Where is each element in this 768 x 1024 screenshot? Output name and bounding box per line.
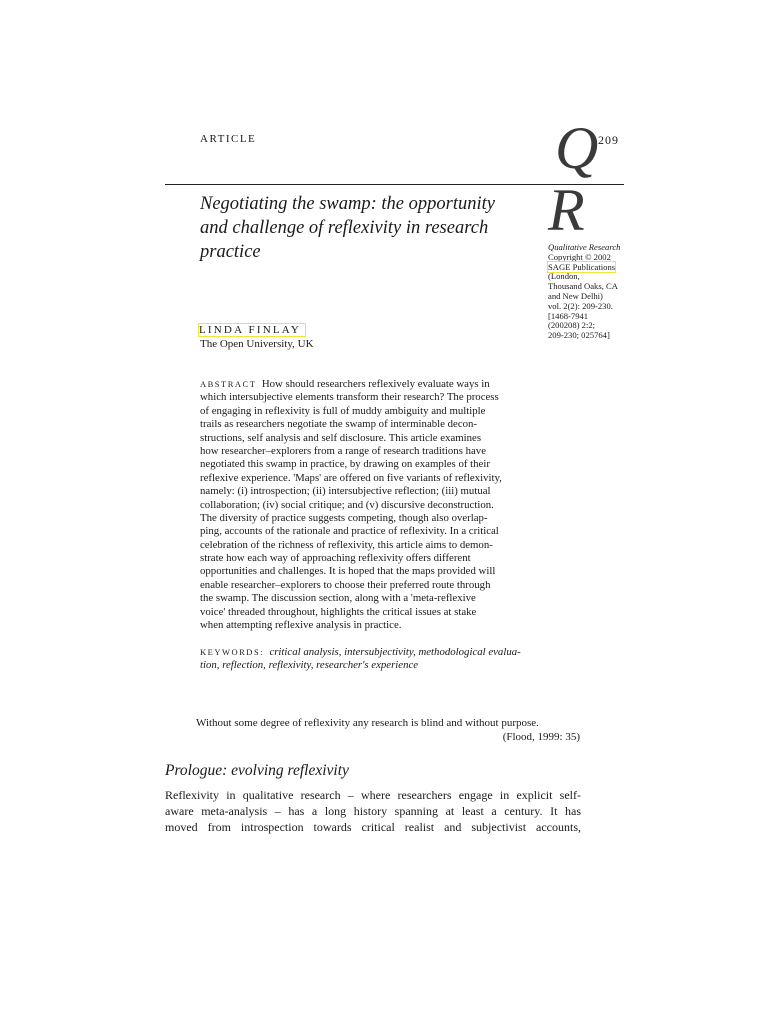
header-rule: [165, 184, 624, 185]
publisher-name: SAGE Publications: [548, 261, 616, 272]
abstract-line: celebration of the richness of reflexivity, this article aims to demon-: [200, 538, 493, 551]
journal-name: Qualitative Research: [548, 242, 621, 252]
abstract-line: trails as researchers negotiate the swamp of interminable decon-: [200, 418, 478, 431]
body-line: Reflexivity in qualitative research – where researchers engage in explicit self-: [165, 788, 581, 802]
pub-detail: vol. 2(2): 209-230.: [548, 300, 613, 311]
journal-logo-r: R: [548, 177, 585, 243]
pub-detail: [1468-7941: [548, 310, 589, 321]
title-line: Negotiating the swamp: the opportunity: [200, 194, 495, 214]
abstract-line: opportunities and challenges. It is hoped that the maps provided will: [200, 565, 496, 578]
abstract-line: ping, accounts of the rationale and practice of reflexivity. In a critical: [200, 525, 499, 538]
abstract-line: strate how each way of approaching reflexivity offers different: [200, 552, 471, 565]
pub-detail: (200208) 2:2;: [548, 320, 596, 331]
title-line: practice: [200, 242, 261, 262]
epigraph: [196, 716, 580, 744]
title-line: and challenge of reflexivity in research: [200, 218, 489, 238]
body-line: moved from introspection towards critical realist and subjectivist accounts,: [165, 820, 581, 834]
keywords-line: tion, reflection, reflexivity, researcher's experience: [200, 659, 419, 672]
pub-detail: and New Delhi): [548, 290, 603, 301]
abstract-line: when attempting reflexive analysis in practice.: [200, 619, 402, 632]
page-number: 209: [598, 133, 619, 147]
keywords: [200, 646, 538, 673]
abstract-line: of engaging in reflexivity is full of muddy ambiguity and multiple: [200, 404, 486, 417]
abstract-line: How should researchers reflexively evaluate ways in: [261, 378, 490, 390]
article-type-label: ARTICLE: [200, 133, 257, 145]
abstract-line: namely: (i) introspection; (ii) intersubjective reflection; (iii) mutual: [200, 485, 491, 498]
keywords-line: critical analysis, intersubjectivity, methodological evalua-: [269, 646, 521, 658]
abstract-line: voice' threaded throughout, highlights the critical issues at stake: [200, 605, 477, 618]
publication-info: [548, 243, 628, 341]
keywords-label: KEYWORDS:: [200, 647, 265, 657]
abstract-line: how researcher–explorers from a range of research traditions have: [200, 444, 486, 457]
pub-detail: (London,: [548, 271, 580, 282]
abstract-line: structions, self analysis and self disclosure. This article examines: [200, 431, 482, 444]
article-title: [200, 192, 535, 264]
abstract-line: reflexive experience. 'Maps' are offered on five variants of reflexivity,: [200, 471, 502, 484]
abstract-label: ABSTRACT: [200, 379, 257, 389]
abstract-line: The diversity of practice suggests competing, though also overlap-: [200, 511, 488, 524]
epigraph-citation: (Flood, 1999: 35): [502, 731, 580, 743]
pub-detail: 209-230; 025764]: [548, 330, 610, 341]
author-affiliation: The Open University, UK: [200, 338, 314, 350]
author-name: LINDA FINLAY: [199, 324, 305, 336]
abstract-line: enable researcher–explorers to choose their preferred route through: [200, 578, 491, 591]
copyright: Copyright © 2002: [548, 251, 611, 262]
journal-logo-q: Q: [555, 115, 599, 181]
abstract-line: the swamp. The discussion section, along with a 'meta-reflexive: [200, 592, 476, 605]
abstract-line: which intersubjective elements transform their research? The process: [200, 391, 499, 404]
abstract-line: collaboration; (iv) social critique; and (v) discursive deconstruction.: [200, 498, 494, 511]
epigraph-quote: Without some degree of reflexivity any research is blind and without purpose.: [196, 717, 539, 729]
section-heading: Prologue: evolving reflexivity: [165, 762, 349, 779]
body-paragraph: [165, 787, 581, 835]
abstract-line: negotiated this swamp in practice, by drawing on examples of their: [200, 458, 490, 471]
pub-detail: Thousand Oaks, CA: [548, 281, 618, 292]
body-line: aware meta-analysis – has a long history spanning at least a century. It has: [165, 804, 581, 818]
abstract: [200, 378, 538, 632]
